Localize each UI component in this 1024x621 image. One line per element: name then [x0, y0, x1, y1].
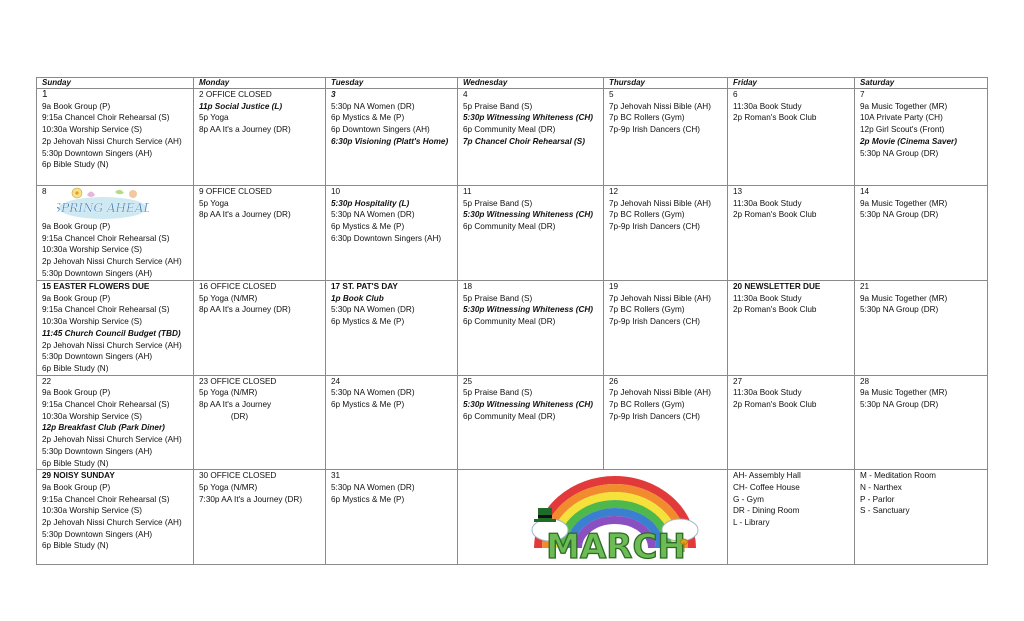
event: 6p Community Meal (DR)	[463, 222, 556, 232]
day-cell	[728, 89, 855, 186]
day-number: 3	[331, 90, 336, 99]
event: 7p-9p Irish Dancers (CH)	[609, 222, 700, 232]
event: 6p Downtown Singers (AH)	[331, 125, 430, 135]
day-cell	[728, 375, 855, 470]
event: 9a Book Group (P)	[42, 388, 111, 398]
event: 5p Yoga	[199, 113, 229, 123]
day-number: 29 NOISY SUNDAY	[42, 471, 115, 481]
event: 6:30p Downtown Singers (AH)	[331, 233, 442, 243]
march-rainbow-image	[530, 470, 700, 565]
event: 6p Community Meal (DR)	[463, 125, 556, 135]
event: 5:30p Witnessing Whiteness (CH)	[463, 305, 594, 315]
day-cell	[855, 281, 988, 376]
event: 1p Book Club	[331, 293, 384, 303]
event: 6p Mystics & Me (P)	[331, 113, 405, 123]
day-number: 12	[609, 187, 619, 196]
day-number: 11	[463, 187, 472, 196]
event: 8p AA It's a Journey (DR)	[199, 305, 291, 315]
spring-ahead-image	[57, 186, 149, 220]
day-cell	[194, 281, 326, 376]
day-cell	[604, 375, 728, 470]
day-number: 24	[331, 376, 341, 386]
spring-ahead-clipart	[57, 186, 149, 224]
march-clipart-cell	[458, 470, 728, 565]
event: 5:30p Downtown Singers (AH)	[42, 446, 153, 456]
week-row	[37, 281, 988, 376]
event: 10A Private Party (CH)	[860, 113, 943, 123]
event: 5p Yoga (N/MR)	[199, 388, 258, 398]
event: 2p Roman's Book Club	[733, 113, 817, 123]
event: 7p-9p Irish Dancers (CH)	[609, 317, 700, 327]
event: 8p AA It's a Journey	[199, 400, 272, 410]
legend-item: N - Narthex	[860, 482, 902, 492]
event: 6p Community Meal (DR)	[463, 411, 556, 421]
event: 7p Jehovah Nissi Bible (AH)	[609, 293, 711, 303]
header-sunday: Sunday	[37, 78, 194, 89]
week-row	[37, 470, 988, 565]
legend-item: DR - Dining Room	[733, 506, 800, 516]
header-monday: Monday	[194, 78, 326, 89]
day-cell	[855, 375, 988, 470]
event: 11:30a Book Study	[733, 388, 802, 398]
event: 2p Movie (Cinema Saver)	[860, 136, 957, 146]
event: 5:30p NA Group (DR)	[860, 210, 939, 220]
header-friday: Friday	[728, 78, 855, 89]
event: 7p Jehovah Nissi Bible (AH)	[609, 198, 711, 208]
event: 9:15a Chancel Choir Rehearsal (S)	[42, 233, 170, 243]
day-cell	[194, 89, 326, 186]
event: 5:30p Downtown Singers (AH)	[42, 148, 153, 158]
event: 2p Roman's Book Club	[733, 400, 817, 410]
day-cell	[458, 375, 604, 470]
legend-item: S - Sanctuary	[860, 506, 910, 516]
event: 2p Jehovah Nissi Church Service (AH)	[42, 257, 182, 267]
event: 12p Girl Scout's (Front)	[860, 125, 945, 135]
event: 7p Jehovah Nissi Bible (AH)	[609, 101, 711, 111]
day-cell	[326, 186, 458, 281]
event: 7p-9p Irish Dancers (CH)	[609, 411, 700, 421]
event: 5p Yoga (N/MR)	[199, 482, 258, 492]
event: 5:30p Downtown Singers (AH)	[42, 529, 153, 539]
march-text: MARCH	[546, 527, 686, 565]
event: 9a Book Group (P)	[42, 482, 111, 492]
event: 9a Book Group (P)	[42, 101, 111, 111]
event: 5:30p NA Group (DR)	[860, 148, 939, 158]
event: 5:30p NA Women (DR)	[331, 305, 415, 315]
event: 10:30a Worship Service (S)	[42, 317, 142, 327]
day-cell	[37, 186, 194, 281]
day-number: 9 OFFICE CLOSED	[199, 187, 272, 196]
event: 2p Roman's Book Club	[733, 210, 817, 220]
header-saturday: Saturday	[855, 78, 988, 89]
event: 10:30a Worship Service (S)	[42, 245, 142, 255]
event: 6p Bible Study (N)	[42, 160, 109, 170]
day-cell	[604, 281, 728, 376]
event: 9:15a Chancel Choir Rehearsal (S)	[42, 400, 170, 410]
event: 5:30p NA Women (DR)	[331, 210, 415, 220]
event: 7p BC Rollers (Gym)	[609, 113, 685, 123]
room-legend-left	[728, 470, 855, 565]
event: 6p Mystics & Me (P)	[331, 400, 405, 410]
legend-item: P - Parlor	[860, 494, 895, 504]
legend-item: M - Meditation Room	[860, 471, 936, 481]
day-cell	[728, 186, 855, 281]
event: 5:30p Witnessing Whiteness (CH)	[463, 400, 594, 410]
event: 5p Praise Band (S)	[463, 198, 533, 208]
event: 11:45 Church Council Budget (TBD)	[42, 328, 181, 338]
event: 9:15a Chancel Choir Rehearsal (S)	[42, 305, 170, 315]
event: 6p Mystics & Me (P)	[331, 317, 405, 327]
day-cell	[37, 89, 194, 186]
event: 7:30p AA It's a Journey (DR)	[199, 494, 303, 504]
day-number: 10	[331, 187, 341, 196]
header-thursday: Thursday	[604, 78, 728, 89]
event: 9a Music Together (MR)	[860, 198, 948, 208]
day-number: 25	[463, 376, 473, 386]
event: 9a Music Together (MR)	[860, 293, 948, 303]
day-number: 17 ST. PAT'S DAY	[331, 282, 398, 291]
event: 9a Music Together (MR)	[860, 101, 948, 111]
week-row	[37, 375, 988, 470]
day-cell	[458, 281, 604, 376]
event: 11:30a Book Study	[733, 101, 802, 111]
day-number: 28	[860, 376, 870, 386]
event: 9:15a Chancel Choir Rehearsal (S)	[42, 113, 170, 123]
legend-item: L - Library	[733, 518, 770, 528]
weekday-header-row	[37, 78, 988, 89]
day-number: 1	[42, 89, 48, 100]
day-cell	[326, 470, 458, 565]
event: 9a Book Group (P)	[42, 222, 111, 231]
event: 8p AA It's a Journey (DR)	[199, 125, 291, 135]
legend-item: CH- Coffee House	[733, 482, 800, 492]
header-tuesday: Tuesday	[326, 78, 458, 89]
day-number: 31	[331, 471, 341, 481]
day-number: 14	[860, 187, 870, 196]
day-number: 18	[463, 282, 473, 291]
event: 9:15a Chancel Choir Rehearsal (S)	[42, 494, 170, 504]
event: 7p Jehovah Nissi Bible (AH)	[609, 388, 711, 398]
event: 5:30p NA Women (DR)	[331, 101, 415, 111]
day-cell	[728, 281, 855, 376]
event: 7p BC Rollers (Gym)	[609, 305, 685, 315]
event: 9a Music Together (MR)	[860, 388, 948, 398]
event: 6p Mystics & Me (P)	[331, 494, 405, 504]
event: 9a Book Group (P)	[42, 293, 111, 303]
event: 6p Community Meal (DR)	[463, 317, 556, 327]
event: 5:30p NA Group (DR)	[860, 305, 939, 315]
day-number: 4	[463, 90, 468, 99]
event: 10:30a Worship Service (S)	[42, 411, 142, 421]
day-number: 16 OFFICE CLOSED	[199, 282, 277, 291]
event: 11:30a Book Study	[733, 293, 802, 303]
spring-ahead-text: SPRING AHEAD	[56, 201, 149, 215]
day-number: 20 NEWSLETTER DUE	[733, 282, 821, 291]
day-cell	[326, 281, 458, 376]
day-number: 15 EASTER FLOWERS DUE	[42, 282, 150, 291]
event: 7p Chancel Choir Rehearsal (S)	[463, 136, 585, 146]
day-number: 7	[860, 90, 865, 99]
event: 6p Bible Study (N)	[42, 363, 109, 373]
day-cell	[326, 89, 458, 186]
event: 5:30p Witnessing Whiteness (CH)	[463, 113, 594, 123]
march-rainbow-clipart	[530, 470, 700, 565]
day-cell	[855, 186, 988, 281]
day-number: 27	[733, 376, 743, 386]
day-number: 23 OFFICE CLOSED	[199, 376, 277, 386]
event: 5p Praise Band (S)	[463, 293, 533, 303]
event: 7p BC Rollers (Gym)	[609, 210, 685, 220]
week-row	[37, 89, 988, 186]
event: 6p Mystics & Me (P)	[331, 222, 405, 232]
event: 5:30p Downtown Singers (AH)	[42, 352, 153, 362]
legend-item: AH- Assembly Hall	[733, 471, 801, 481]
day-cell	[194, 186, 326, 281]
day-cell	[37, 470, 194, 565]
day-cell	[326, 375, 458, 470]
event: 5:30p NA Women (DR)	[331, 388, 415, 398]
event: 10:30a Worship Service (S)	[42, 506, 142, 516]
day-number: 22	[42, 376, 52, 386]
day-number: 30 OFFICE CLOSED	[199, 471, 277, 481]
day-cell	[604, 186, 728, 281]
day-number: 26	[609, 376, 619, 386]
event: 5:30p Witnessing Whiteness (CH)	[463, 210, 594, 220]
day-cell	[458, 89, 604, 186]
day-number: 21	[860, 282, 870, 291]
day-number: 5	[609, 90, 614, 99]
event: 11:30a Book Study	[733, 198, 802, 208]
event: 2p Roman's Book Club	[733, 305, 817, 315]
event: 5p Praise Band (S)	[463, 388, 533, 398]
header-wednesday: Wednesday	[458, 78, 604, 89]
event: 7p-9p Irish Dancers (CH)	[609, 125, 700, 135]
week-row	[37, 186, 988, 281]
room-legend-right	[855, 470, 988, 565]
event: 7p BC Rollers (Gym)	[609, 400, 685, 410]
event: 5:30p NA Women (DR)	[331, 482, 415, 492]
day-number: 6	[733, 90, 738, 99]
event: 10:30a Worship Service (S)	[42, 125, 142, 135]
event: 5p Yoga	[199, 198, 229, 208]
event: 2p Jehovah Nissi Church Service (AH)	[42, 518, 182, 528]
event: 5p Yoga (N/MR)	[199, 293, 258, 303]
day-number: 2 OFFICE CLOSED	[199, 90, 272, 99]
day-cell	[604, 89, 728, 186]
event: 2p Jehovah Nissi Church Service (AH)	[42, 136, 182, 146]
event: 5p Praise Band (S)	[463, 101, 533, 111]
day-cell	[194, 375, 326, 470]
event: 6:30p Visioning (Platt's Home)	[331, 136, 449, 146]
march-calendar	[36, 77, 988, 565]
event: 2p Jehovah Nissi Church Service (AH)	[42, 435, 182, 445]
event: 11p Social Justice (L)	[199, 101, 283, 111]
day-number: 19	[609, 282, 619, 291]
legend-item: G - Gym	[733, 494, 764, 504]
day-cell	[37, 375, 194, 470]
event: 5:30p Downtown Singers (AH)	[42, 268, 153, 278]
event: 6p Bible Study (N)	[42, 541, 109, 551]
event: 8p AA It's a Journey (DR)	[199, 210, 291, 220]
event: 2p Jehovah Nissi Church Service (AH)	[42, 340, 182, 350]
day-cell	[855, 89, 988, 186]
event: 5:30p Hospitality (L)	[331, 198, 410, 208]
event: 5:30p NA Group (DR)	[860, 400, 939, 410]
day-number: 13	[733, 187, 743, 196]
event: 12p Breakfast Club (Park Diner)	[42, 423, 165, 433]
day-cell	[458, 186, 604, 281]
day-cell	[194, 470, 326, 565]
day-number: 8	[42, 187, 47, 196]
event: 6p Bible Study (N)	[42, 458, 109, 468]
event: (DR)	[199, 411, 249, 421]
day-cell	[37, 281, 194, 376]
